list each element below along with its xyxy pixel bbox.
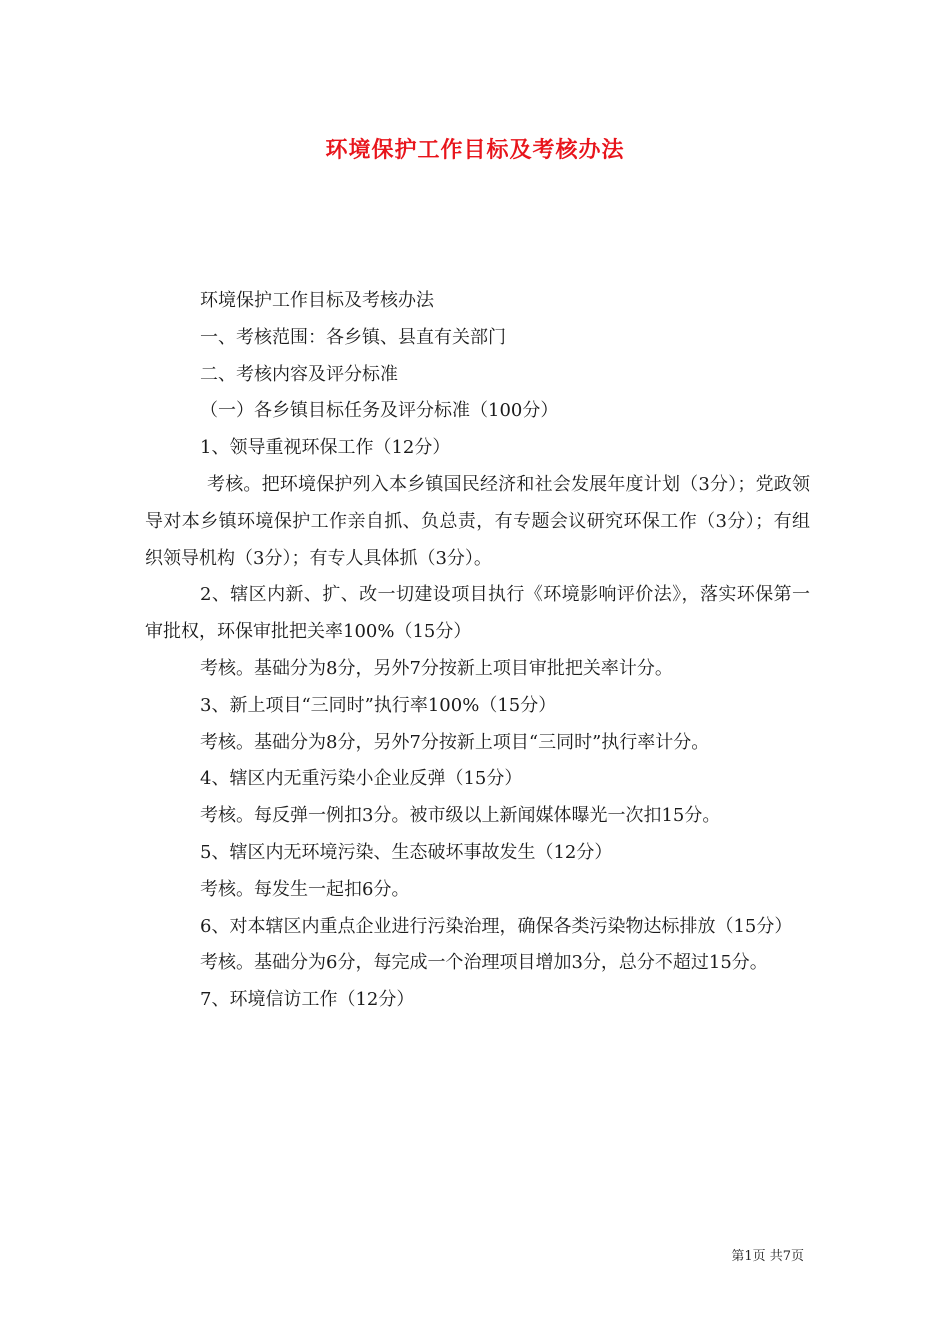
paragraph: 环境保护工作目标及考核办法: [200, 290, 434, 311]
paragraph: 6、对本辖区内重点企业进行污染治理，确保各类污染物达标排放（15分）: [200, 915, 793, 937]
paragraph: 二、考核内容及评分标准: [200, 363, 398, 385]
paragraph: 7、环境信访工作（12分）: [200, 989, 415, 1011]
page-number: 第1页 共7页: [731, 1249, 804, 1264]
paragraph: 考核。把环境保护列入本乡镇国民经济和社会发展年度计划（3分）；党政领导对本乡镇环境保护工作亲自抓、负总责，有专题会议研究环保工作（3分）；有组织领导机构（3分）；有专人具体抓（3分）。: [145, 473, 810, 569]
paragraph: （一）各乡镇目标任务及评分标准（100分）: [200, 400, 559, 422]
paragraph: 2、辖区内新、扩、改一切建设项目执行《环境影响评价法》，落实环保第一审批权，环保审批把关率100%（15分）: [145, 584, 810, 643]
document-title: 环境保护工作目标及考核办法: [325, 137, 625, 163]
paragraph: 考核。每发生一起扣6分。: [200, 878, 410, 900]
paragraph: 4、辖区内无重污染小企业反弹（15分）: [200, 768, 523, 790]
paragraph: 考核。基础分为6分，每完成一个治理项目增加3分，总分不超过15分。: [200, 952, 768, 974]
paragraph: 1、领导重视环保工作（12分）: [200, 437, 451, 459]
document-body: [145, 283, 810, 1019]
paragraph: 一、考核范围：各乡镇、县直有关部门: [200, 326, 506, 348]
paragraph: 5、辖区内无环境污染、生态破坏事故发生（12分）: [200, 841, 613, 863]
paragraph: 考核。每反弹一例扣3分。被市级以上新闻媒体曝光一次扣15分。: [200, 805, 721, 827]
paragraph: 3、新上项目“三同时”执行率100%（15分）: [200, 694, 557, 716]
paragraph: 考核。基础分为8分，另外7分按新上项目“三同时”执行率计分。: [200, 731, 710, 753]
paragraph: 考核。基础分为8分，另外7分按新上项目审批把关率计分。: [200, 657, 673, 679]
